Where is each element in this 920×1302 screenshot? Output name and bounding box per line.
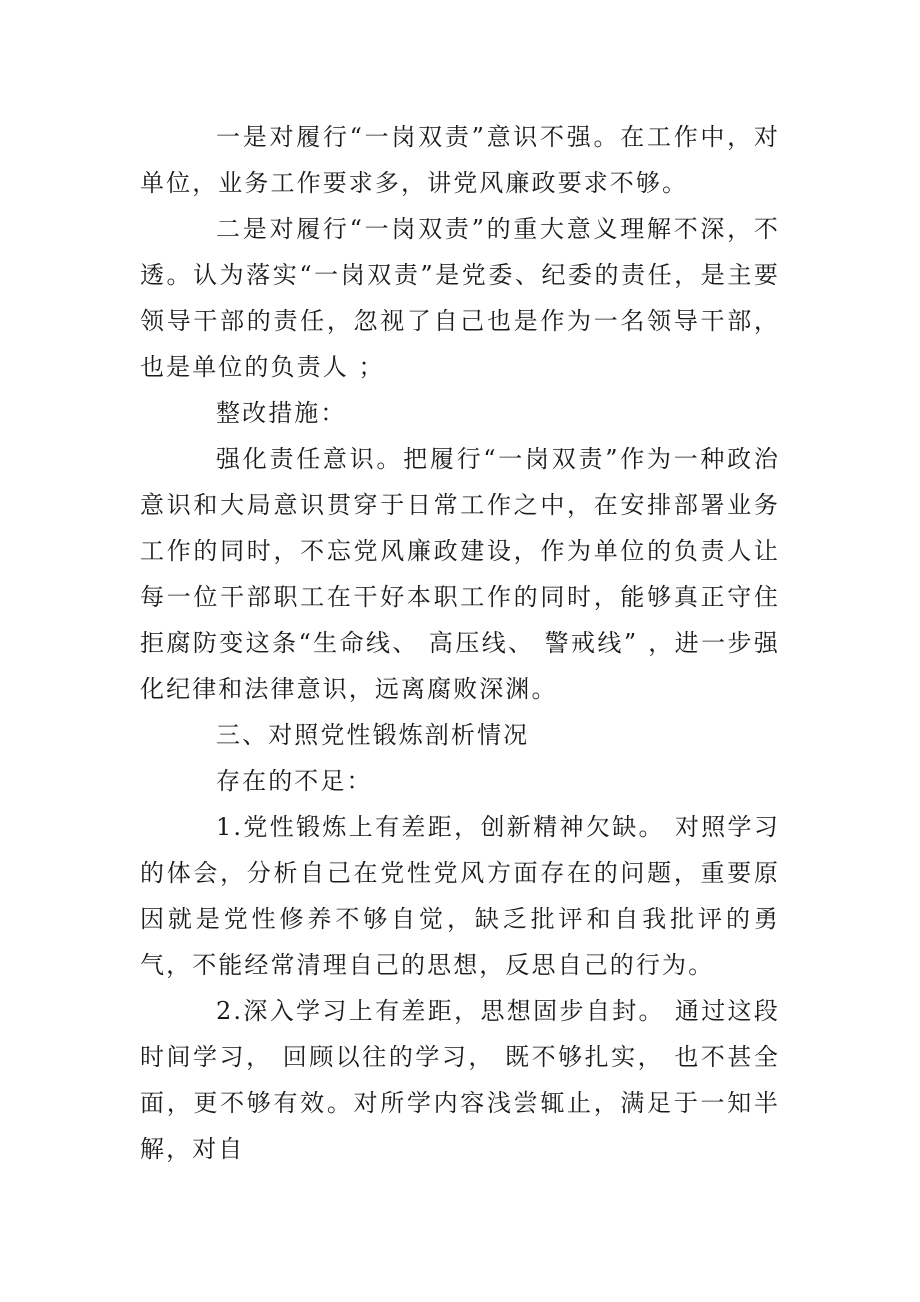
paragraph-strengthen-responsibility: 强化责任意识。把履行“一岗双责”作为一种政治意识和大局意识贯穿于日常工作之中，在安排部署业务工作的同时，不忘党风廉政建设，作为单位的负责人让每一位干部职工在干好本职工作的同时，能够真正守住拒腐防变这条“生命线、 高压线、 警戒线” ，进一步强化纪律和法律意识，远离腐败深渊。 (140, 445, 780, 703)
paragraph-study-gap: 2.深入学习上有差距，思想固步自封。 通过这段时间学习， 回顾以往的学习， 既不够扎实， 也不甚全面，更不够有效。对所学内容浅尝辄止，满足于一知半解，对自 (140, 997, 780, 1163)
heading-shortcomings: 存在的不足： (216, 767, 373, 795)
paragraph-party-spirit-gap: 1.党性锻炼上有差距，创新精神欠缺。 对照学习的体会，分析自己在党性党风方面存在的问题，重要原因就是党性修养不够自觉，缺乏批评和自我批评的勇气，不能经常清理自己的思想，反思自己的行为。 (140, 813, 780, 979)
heading-rectification-measures: 整改措施： (216, 399, 347, 427)
paragraph-yigang-understanding: 二是对履行“一岗双责”的重大意义理解不深，不透。认为落实“一岗双责”是党委、纪委的责任，是主要领导干部的责任，忽视了自己也是作为一名领导干部，也是单位的负责人 ； (140, 215, 780, 381)
document-body (140, 114, 780, 1172)
paragraph-yigang-awareness: 一是对履行“一岗双责”意识不强。在工作中，对单位，业务工作要求多，讲党风廉政要求不够。 (140, 123, 780, 197)
heading-party-spirit-analysis: 三、对照党性锻炼剖析情况 (216, 721, 530, 749)
